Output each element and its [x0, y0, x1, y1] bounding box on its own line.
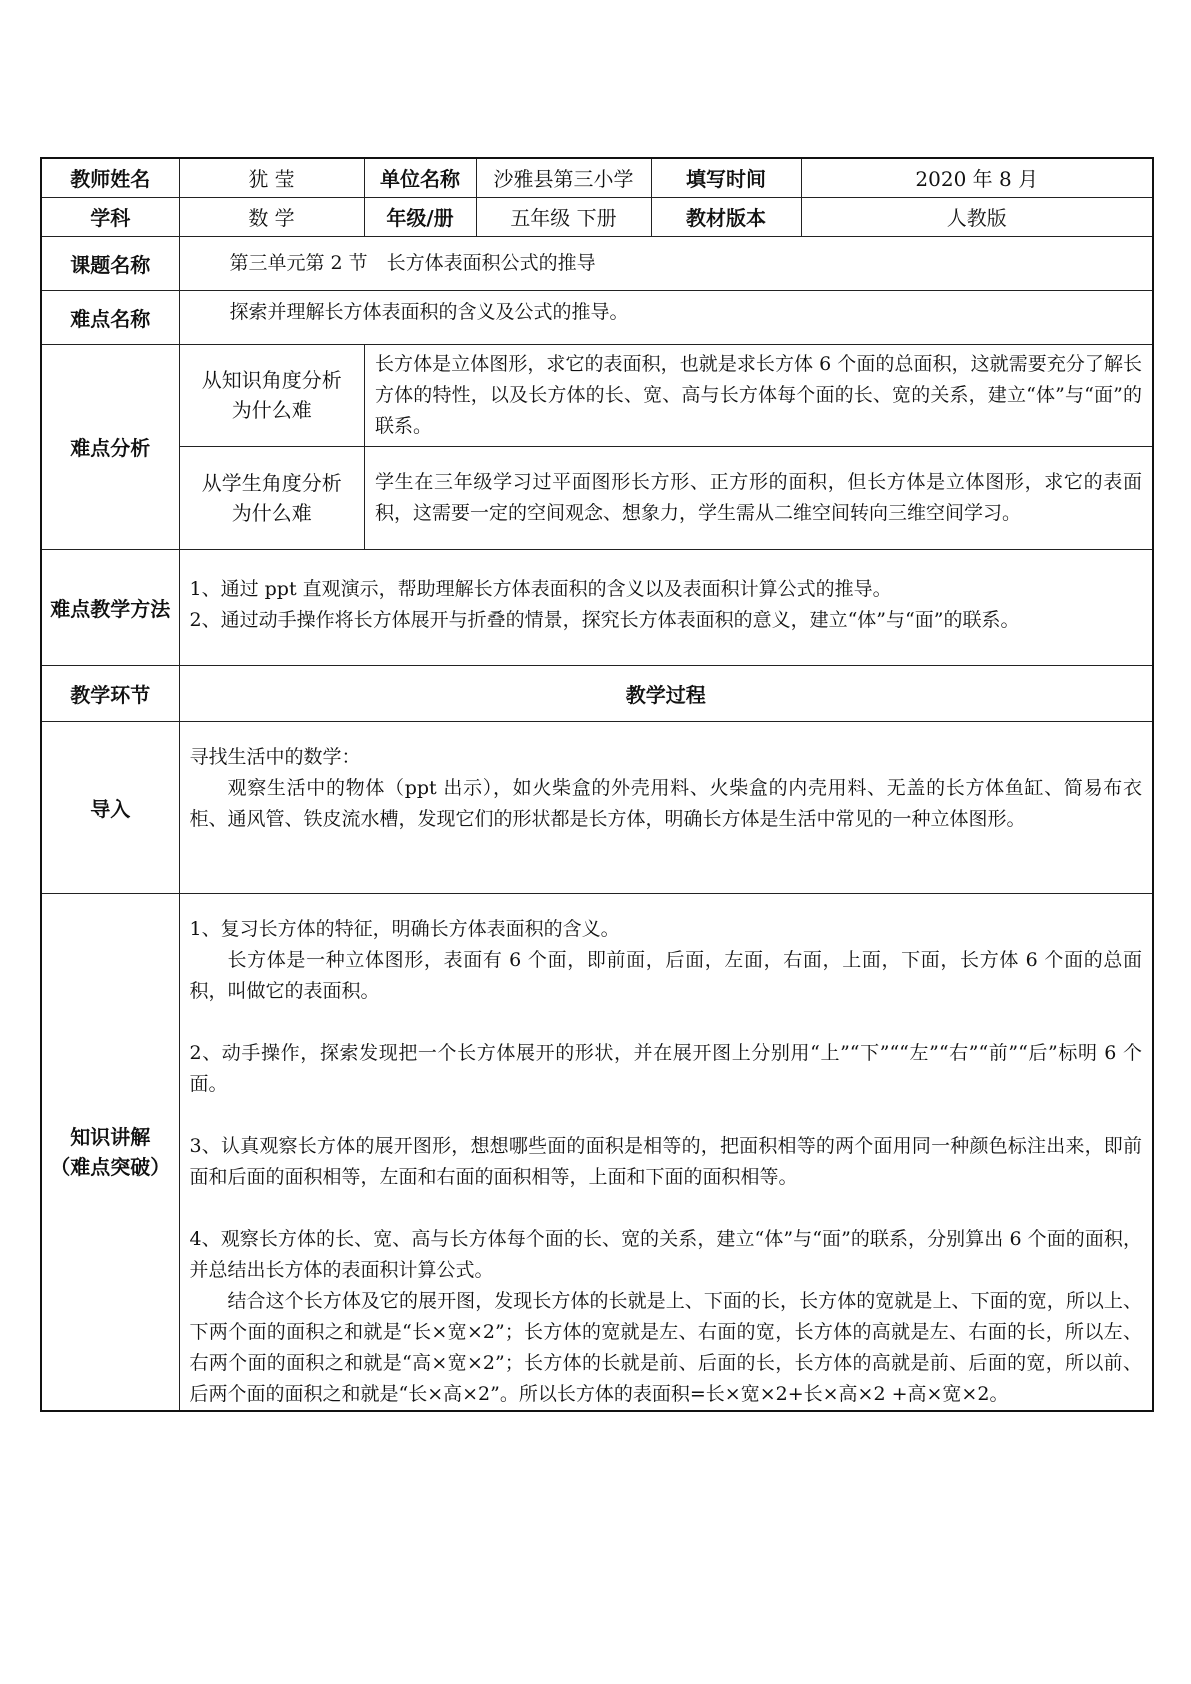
header-row-2 [41, 197, 1153, 236]
topic-label: 课题名称 [41, 236, 179, 290]
analysis-row [41, 344, 1153, 549]
knowledge-p3: 3、认真观察长方体的展开图形，想想哪些面的面积是相等的，把面积相等的两个面用同一种颜色标注出来，即前面和后面的面积相等，左面和右面的面积相等，上面和下面的面积相等。 [189, 1134, 1142, 1188]
method-row [41, 549, 1153, 665]
spacer [190, 1100, 1143, 1131]
subject-value: 数 学 [179, 197, 364, 236]
analysis-knowledge-row [180, 345, 1153, 447]
analysis-cell [179, 344, 1153, 549]
grade-value: 五年级 下册 [476, 197, 651, 236]
topic-row [41, 236, 1153, 290]
edition-label: 教材版本 [651, 197, 801, 236]
knowledge-p1: 1、复习长方体的特征，明确长方体表面积的含义。 [189, 917, 620, 940]
header-row-1 [41, 158, 1153, 197]
knowledge-label: 知识讲解 [70, 1124, 151, 1149]
unit-value: 沙雅县第三小学 [476, 158, 651, 197]
spacer [190, 1007, 1143, 1038]
difficulty-row [41, 290, 1153, 344]
subject-label: 学科 [41, 197, 179, 236]
student-analysis-text: 学生在三年级学习过平面图形长方形、正方形的面积，但长方体是立体图形，求它的表面积，这需要一定的空间观念、想象力，学生需从二维空间转向三维空间学习。 [365, 447, 1153, 549]
lesson-plan-table [40, 157, 1154, 1412]
stage-label: 教学环节 [41, 665, 179, 721]
knowledge-p2: 2、动手操作，探索发现把一个长方体展开的形状，并在展开图上分别用“上”“下”““左”“右”“前”“后”标明 6 个面。 [189, 1041, 1142, 1095]
intro-content [179, 721, 1153, 893]
method-content [179, 549, 1153, 665]
spacer [190, 1193, 1143, 1224]
intro-row [41, 721, 1153, 893]
process-label: 教学过程 [179, 665, 1153, 721]
method-item-2: 2、通过动手操作将长方体展开与折叠的情景，探究长方体表面积的意义，建立“体”与“面”的联系。 [189, 609, 1020, 631]
method-item-1: 1、通过 ppt 直观演示，帮助理解长方体表面积的含义以及表面积计算公式的推导。 [189, 578, 892, 600]
analysis-label: 难点分析 [41, 344, 179, 549]
teacher-label: 教师姓名 [41, 158, 179, 197]
student-analysis-label: 从学生角度分析为什么难 [180, 447, 365, 549]
difficulty-value: 探索并理解长方体表面积的含义及公式的推导。 [179, 290, 1153, 344]
knowledge-p1b: 长方体是一种立体图形，表面有 6 个面，即前面，后面，左面，右面，上面，下面，长方体 6 个面的总面积，叫做它的表面积。 [189, 948, 1142, 1002]
knowledge-label-cell [41, 893, 179, 1411]
intro-title: 寻找生活中的数学： [189, 745, 361, 768]
grade-label: 年级/册 [364, 197, 476, 236]
date-label: 填写时间 [651, 158, 801, 197]
topic-value: 第三单元第 2 节 长方体表面积公式的推导 [179, 236, 1153, 290]
difficulty-label: 难点名称 [41, 290, 179, 344]
intro-label: 导入 [41, 721, 179, 893]
unit-label: 单位名称 [364, 158, 476, 197]
date-value: 2020 年 8 月 [801, 158, 1153, 197]
knowledge-analysis-text: 长方体是立体图形，求它的表面积，也就是求长方体 6 个面的总面积，这就需要充分了解长方体的特性，以及长方体的长、宽、高与长方体每个面的长、宽的关系，建立“体”与“面”的联系。 [365, 345, 1153, 447]
knowledge-sublabel: （难点突破） [50, 1154, 171, 1179]
edition-value: 人教版 [801, 197, 1153, 236]
intro-text: 观察生活中的物体（ppt 出示），如火柴盒的外壳用料、火柴盒的内壳用料、无盖的长方体鱼缸、简易布衣柜、通风管、铁皮流水槽，发现它们的形状都是长方体，明确长方体是生活中常见的一种立体图形。 [189, 776, 1142, 830]
teacher-value: 犹 莹 [179, 158, 364, 197]
knowledge-p4: 4、观察长方体的长、宽、高与长方体每个面的长、宽的关系，建立“体”与“面”的联系，分别算出 6 个面的面积，并总结出长方体的表面积计算公式。 [189, 1227, 1142, 1281]
knowledge-row [41, 893, 1153, 1411]
analysis-student-row [180, 447, 1153, 549]
knowledge-p4b: 结合这个长方体及它的展开图，发现长方体的长就是上、下面的长，长方体的宽就是上、下面的宽，所以上、下两个面的面积之和就是“长×宽×2”；长方体的宽就是左、右面的宽，长方体的高就是左、右面的长，所以左、右两个面的面积之和就是“高×宽×2”；长方体的长就是前、后面的长，长方体的高就是前、后面的宽，所以前、后两个面的面积之和就是“长×高×2”。所以长方体的表面积=长×宽×2+长×高×2 +高×宽×2。 [189, 1289, 1142, 1405]
section-header-row [41, 665, 1153, 721]
knowledge-content [179, 893, 1153, 1411]
method-label: 难点教学方法 [41, 549, 179, 665]
knowledge-analysis-label: 从知识角度分析为什么难 [180, 345, 365, 447]
analysis-inner-table [180, 345, 1153, 549]
